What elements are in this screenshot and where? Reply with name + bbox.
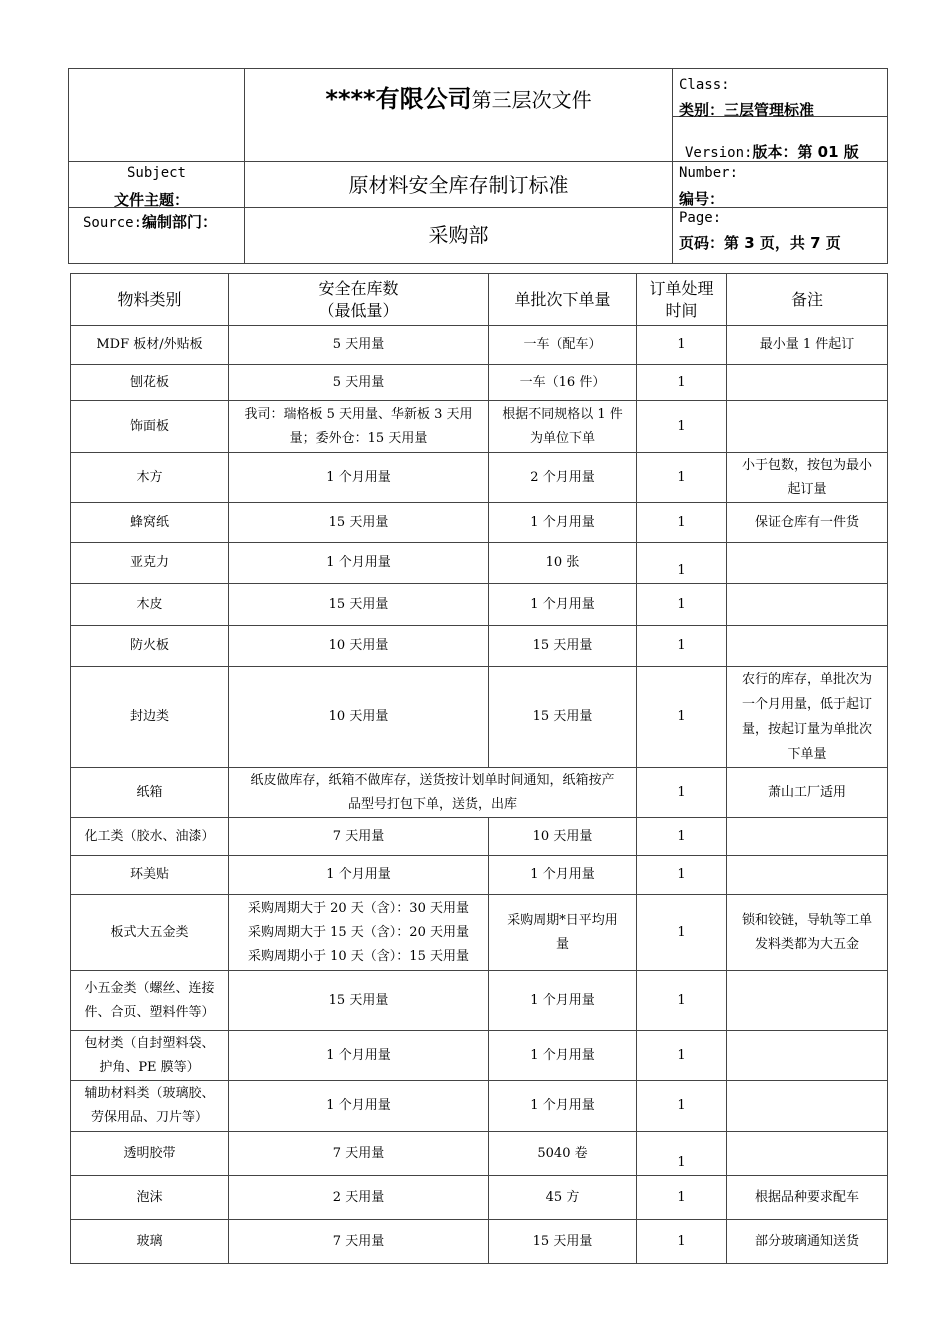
cell-processing-time: 1 xyxy=(637,584,727,626)
cell-safety-stock: 10 天用量 xyxy=(229,626,489,667)
cell-processing-time: 1 xyxy=(637,1031,727,1081)
class-label: Class: xyxy=(679,77,730,93)
cell-processing-time: 1 xyxy=(637,856,727,895)
safety-stock-table xyxy=(70,273,888,1264)
cell-safety-stock: 1 个月用量 xyxy=(229,1081,489,1132)
cell-processing-time: 1 xyxy=(637,1220,727,1264)
company-name: ****有限公司 xyxy=(325,85,472,113)
table-row xyxy=(71,1081,888,1132)
cell-processing-time: 1 xyxy=(637,401,727,453)
divider xyxy=(69,207,887,208)
cell-safety-stock: 7 天用量 xyxy=(229,818,489,856)
table-row xyxy=(71,584,888,626)
cell-processing-time: 1 xyxy=(637,626,727,667)
cell-processing-time: 1 xyxy=(637,365,727,401)
cell-batch-quantity: 1 个月用量 xyxy=(489,856,637,895)
cell-processing-time: 1 xyxy=(637,1132,727,1176)
cell-safety-stock: 10 天用量 xyxy=(229,667,489,768)
cell-remarks: 小于包数，按包为最小 起订量 xyxy=(727,453,888,503)
cell-remarks xyxy=(727,1081,888,1132)
cell-safety-stock: 1 个月用量 xyxy=(229,856,489,895)
cell-safety-stock: 15 天用量 xyxy=(229,584,489,626)
cell-batch-quantity: 5040 卷 xyxy=(489,1132,637,1176)
cell-material: 木皮 xyxy=(71,584,229,626)
cell-processing-time: 1 xyxy=(637,453,727,503)
cell-batch-quantity: 1 个月用量 xyxy=(489,971,637,1031)
cell-batch-quantity: 根据不同规格以 1 件 为单位下单 xyxy=(489,401,637,453)
table-row xyxy=(71,1220,888,1264)
table-row xyxy=(71,856,888,895)
number-label: Number: xyxy=(679,165,739,181)
cell-safety-stock: 5 天用量 xyxy=(229,326,489,365)
version-value: 版本：第 01 版 xyxy=(752,143,859,161)
cell-material: 透明胶带 xyxy=(71,1132,229,1176)
cell-batch-quantity: 10 张 xyxy=(489,543,637,584)
cell-batch-quantity: 1 个月用量 xyxy=(489,584,637,626)
cell-material: 饰面板 xyxy=(71,401,229,453)
cell-material: 环美贴 xyxy=(71,856,229,895)
cell-batch-quantity: 采购周期*日平均用 量 xyxy=(489,895,637,971)
cell-safety-stock: 采购周期大于 20 天（含）：30 天用量 采购周期大于 15 天（含）：20 天用量 采购周期小于 10 天（含）：15 天用量 xyxy=(229,895,489,971)
cell-material: 防火板 xyxy=(71,626,229,667)
cell-processing-time: 1 xyxy=(637,1176,727,1220)
cell-processing-time: 1 xyxy=(637,667,727,768)
cell-batch-quantity: 15 天用量 xyxy=(489,626,637,667)
cell-material: 刨花板 xyxy=(71,365,229,401)
table-row xyxy=(71,626,888,667)
table-row xyxy=(71,503,888,543)
cell-material: 化工类（胶水、油漆） xyxy=(71,818,229,856)
document-title xyxy=(245,79,672,114)
cell-material: 玻璃 xyxy=(71,1220,229,1264)
cell-safety-stock: 1 个月用量 xyxy=(229,543,489,584)
cell-batch-quantity: 1 个月用量 xyxy=(489,1081,637,1132)
cell-material: MDF 板材/外贴板 xyxy=(71,326,229,365)
cell-remarks xyxy=(727,626,888,667)
divider xyxy=(672,69,673,263)
cell-batch-quantity: 1 个月用量 xyxy=(489,503,637,543)
table-row xyxy=(71,971,888,1031)
cell-remarks xyxy=(727,1132,888,1176)
cell-batch-quantity: 15 天用量 xyxy=(489,667,637,768)
cell-remarks: 萧山工厂适用 xyxy=(727,768,888,818)
cell-material: 泡沫 xyxy=(71,1176,229,1220)
cell-remarks xyxy=(727,818,888,856)
cell-batch-quantity: 15 天用量 xyxy=(489,1220,637,1264)
cell-processing-time: 1 xyxy=(637,503,727,543)
subject-value: 原材料安全库存制订标准 xyxy=(348,173,569,197)
table-row xyxy=(71,365,888,401)
table-row xyxy=(71,667,888,768)
version-label: Version: xyxy=(685,145,753,161)
cell-safety-stock: 1 个月用量 xyxy=(229,453,489,503)
cell-remarks xyxy=(727,1031,888,1081)
cell-processing-time: 1 xyxy=(637,818,727,856)
cell-batch-quantity: 一车（配车） xyxy=(489,326,637,365)
cell-remarks: 农行的库存，单批次为 一个月用量，低于起订 量，按起订量为单批次 下单量 xyxy=(727,667,888,768)
column-header-processing-time: 订单处理 时间 xyxy=(637,274,727,326)
cell-remarks xyxy=(727,543,888,584)
page-number: 页码：第 3 页，共 7 页 xyxy=(679,234,841,252)
table-row xyxy=(71,1176,888,1220)
table-row xyxy=(71,818,888,856)
page-label: Page: xyxy=(679,210,722,226)
cell-material: 封边类 xyxy=(71,667,229,768)
cell-safety-stock: 纸皮做库存，纸箱不做库存，送货按计划单时间通知，纸箱按产 品型号打包下单，送货，出库 xyxy=(229,768,637,818)
cell-processing-time: 1 xyxy=(637,971,727,1031)
table-row xyxy=(71,768,888,818)
table-row xyxy=(71,453,888,503)
column-header-remarks: 备注 xyxy=(727,274,888,326)
cell-batch-quantity: 一车（16 件） xyxy=(489,365,637,401)
source-label-cn: 编制部门： xyxy=(142,213,218,231)
table-row xyxy=(71,543,888,584)
cell-material: 包材类（自封塑料袋、 护角、PE 膜等） xyxy=(71,1031,229,1081)
cell-remarks: 根据品种要求配车 xyxy=(727,1176,888,1220)
table-row xyxy=(71,1132,888,1176)
source-field xyxy=(83,211,217,232)
cell-processing-time: 1 xyxy=(637,543,727,584)
table-row xyxy=(71,326,888,365)
cell-material: 辅助材料类（玻璃胶、 劳保用品、刀片等） xyxy=(71,1081,229,1132)
column-header-batch-quantity: 单批次下单量 xyxy=(489,274,637,326)
cell-safety-stock: 5 天用量 xyxy=(229,365,489,401)
cell-processing-time: 1 xyxy=(637,326,727,365)
column-header-safety-stock: 安全在库数 （最低量） xyxy=(229,274,489,326)
table-header-row xyxy=(71,274,888,326)
subject-label: Subject xyxy=(126,165,186,181)
cell-batch-quantity: 45 方 xyxy=(489,1176,637,1220)
cell-batch-quantity: 1 个月用量 xyxy=(489,1031,637,1081)
cell-remarks xyxy=(727,401,888,453)
cell-processing-time: 1 xyxy=(637,1081,727,1132)
cell-material: 小五金类（螺丝、连接 件、合页、塑料件等） xyxy=(71,971,229,1031)
cell-safety-stock: 15 天用量 xyxy=(229,971,489,1031)
cell-remarks: 最小量 1 件起订 xyxy=(727,326,888,365)
cell-remarks xyxy=(727,971,888,1031)
cell-remarks: 锁和铰链，导轨等工单 发料类都为大五金 xyxy=(727,895,888,971)
cell-batch-quantity: 10 天用量 xyxy=(489,818,637,856)
cell-processing-time: 1 xyxy=(637,768,727,818)
class-value: 类别：三层管理标准 xyxy=(679,101,815,119)
document-level: 第三层次文件 xyxy=(471,88,592,112)
source-label: Source: xyxy=(83,215,143,231)
cell-material: 木方 xyxy=(71,453,229,503)
cell-remarks xyxy=(727,856,888,895)
cell-processing-time: 1 xyxy=(637,895,727,971)
cell-remarks xyxy=(727,584,888,626)
version-field xyxy=(685,141,859,162)
cell-safety-stock: 15 天用量 xyxy=(229,503,489,543)
cell-material: 蜂窝纸 xyxy=(71,503,229,543)
cell-safety-stock: 我司：瑞格板 5 天用量、华新板 3 天用 量；委外仓：15 天用量 xyxy=(229,401,489,453)
cell-safety-stock: 2 天用量 xyxy=(229,1176,489,1220)
cell-safety-stock: 7 天用量 xyxy=(229,1220,489,1264)
subject-label-cn: 文件主题： xyxy=(114,191,190,209)
cell-safety-stock: 7 天用量 xyxy=(229,1132,489,1176)
cell-batch-quantity: 2 个月用量 xyxy=(489,453,637,503)
cell-material: 板式大五金类 xyxy=(71,895,229,971)
number-label-cn: 编号： xyxy=(679,190,725,208)
column-header-material: 物料类别 xyxy=(71,274,229,326)
cell-material: 亚克力 xyxy=(71,543,229,584)
cell-safety-stock: 1 个月用量 xyxy=(229,1031,489,1081)
cell-remarks: 保证仓库有一件货 xyxy=(727,503,888,543)
table-row xyxy=(71,895,888,971)
cell-material: 纸箱 xyxy=(71,768,229,818)
source-value: 采购部 xyxy=(428,223,489,247)
document-header xyxy=(68,68,888,264)
cell-remarks xyxy=(727,365,888,401)
cell-remarks: 部分玻璃通知送货 xyxy=(727,1220,888,1264)
table-row xyxy=(71,401,888,453)
table-row xyxy=(71,1031,888,1081)
